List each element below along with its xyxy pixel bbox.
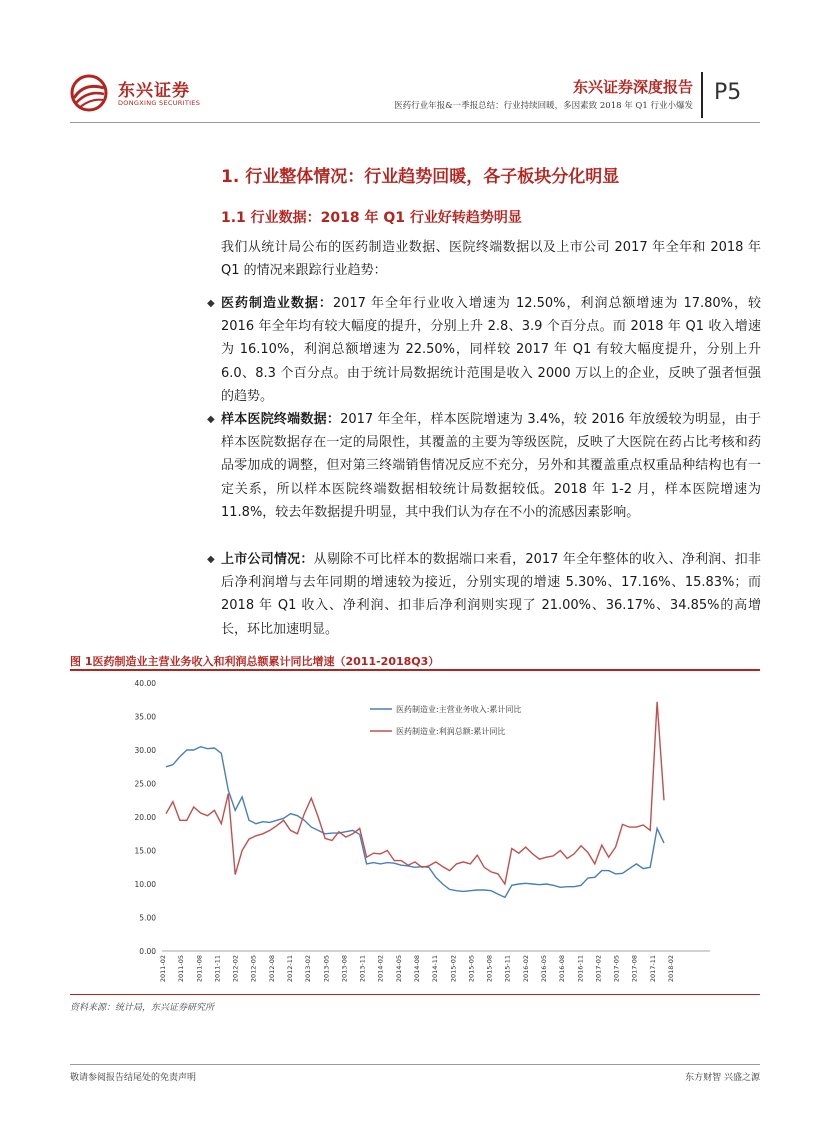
footer-slogan: 东方财智 兴盛之源: [685, 1073, 760, 1083]
legend-label: 医药制造业:主营业务收入:累计同比: [396, 705, 522, 714]
y-tick-label: 15.00: [134, 846, 156, 856]
bullet-text: 从剔除不可比样本的数据端口来看，2017 年全年整体的收入、净利润、扣非后净利润增与去年同期的增速较为接近，分别实现的增速 5.30%、17.16%、15.83%；而 2018 年 Q1 收入、净利润、扣非后净利润则实现了 21.00%、36.17%、34.85%的高增长，环比加速明显。: [221, 552, 761, 637]
x-tick-label: 2014-05: [394, 955, 403, 983]
header-rule: [70, 122, 760, 123]
report-subtitle: 医药行业年报&一季报总结：行业持续回暖，多因素致 2018 年 Q1 行业小爆发: [394, 101, 693, 111]
bullet-diamond-icon: ◆: [207, 414, 215, 425]
x-tick-label: 2017-08: [630, 955, 639, 983]
x-tick-label: 2015-05: [467, 955, 476, 983]
x-tick-label: 2012-08: [267, 955, 276, 983]
bullet-label: 医药制造业数据：: [221, 296, 333, 311]
x-tick-label: 2011-08: [195, 955, 204, 983]
x-tick-label: 2011-02: [159, 955, 167, 983]
x-tick-label: 2016-02: [521, 955, 530, 983]
header-divider: [701, 72, 703, 118]
figure-bottom-rule: [70, 994, 760, 995]
x-tick-label: 2015-11: [503, 955, 512, 983]
growth-line-chart: [120, 673, 720, 991]
x-tick-label: 2017-11: [648, 955, 657, 983]
intro-paragraph: 我们从统计局公布的医药制造业数据、医院终端数据以及上市公司 2017 年全年和 2018 年 Q1 的情况来跟踪行业趋势：: [221, 240, 761, 279]
x-tick-label: 2016-11: [576, 955, 585, 983]
legend-label: 医药制造业:利润总额:累计同比: [396, 727, 506, 736]
x-tick-label: 2012-05: [249, 955, 258, 983]
y-tick-label: 5.00: [139, 913, 156, 923]
y-tick-label: 10.00: [134, 880, 156, 889]
x-tick-label: 2012-11: [286, 955, 294, 983]
x-tick-label: 2012-02: [231, 955, 240, 983]
bullet-manufacturing: [207, 292, 761, 408]
x-tick-label: 2017-05: [612, 955, 621, 983]
figure-title: 图 1医药制造业主营业务收入和利润总额累计同比增速（2011-2018Q3）: [70, 655, 440, 668]
x-tick-label: 2013-05: [322, 955, 331, 983]
x-tick-label: 2014-11: [431, 955, 440, 983]
x-tick-label: 2011-11: [213, 955, 222, 983]
x-tick-label: 2017-02: [594, 955, 603, 983]
dongxing-logo-icon: [66, 74, 112, 112]
logo-text-en: DONGXING SECURITIES: [118, 99, 201, 107]
bullet-listed-companies: [207, 548, 761, 641]
bullet-hospital: [207, 408, 761, 524]
bullet-diamond-icon: ◆: [207, 554, 215, 565]
figure-source: 资料来源：统计局，东兴证券研究所: [70, 1003, 215, 1013]
y-tick-label: 20.00: [134, 813, 156, 822]
x-tick-label: 2016-08: [558, 955, 567, 983]
bullet-label: 样本医院终端数据：: [221, 412, 341, 427]
y-tick-label: 25.00: [134, 779, 156, 789]
bullet-diamond-icon: ◆: [207, 298, 215, 309]
x-tick-label: 2013-02: [304, 955, 313, 983]
report-title: 东兴证券深度报告: [572, 78, 693, 96]
x-tick-label: 2014-08: [413, 955, 421, 983]
page-number: P5: [714, 80, 742, 105]
x-tick-label: 2013-11: [358, 955, 367, 983]
section-heading: 1. 行业整体情况：行业趋势回暖，各子板块分化明显: [221, 167, 620, 187]
figure-top-rule: [70, 669, 760, 671]
y-tick-label: 30.00: [134, 746, 156, 755]
bullet-text: 2017 年全年，样本医院增速为 3.4%，较 2016 年放缓较为明显，由于样本医院数据存在一定的局限性，其覆盖的主要为等级医院，反映了大医院在药占比考核和药品零加成的调整，但对第三终端销售情况反应不充分，另外和其覆盖重点权重品种结构也有一定关系，所以样本医院终端数据相较统计局数据较低。2018 年 1-2 月，样本医院增速为 11.8%，较去年数据提升明显，其中我们认为存在不小的流感因素影响。: [221, 412, 761, 520]
x-tick-label: 2018-02: [667, 955, 675, 983]
footer-disclaimer: 敬请参阅报告结尾处的免责声明: [70, 1073, 197, 1083]
x-tick-label: 2013-08: [340, 955, 349, 983]
x-tick-label: 2011-05: [177, 955, 186, 983]
revenue-growth-line: [166, 747, 664, 898]
x-tick-label: 2014-02: [376, 955, 385, 983]
x-tick-label: 2015-08: [485, 955, 494, 983]
y-tick-label: 0.00: [139, 947, 156, 956]
y-tick-label: 35.00: [134, 712, 156, 722]
x-tick-label: 2016-05: [540, 955, 548, 983]
y-tick-label: 40.00: [134, 679, 156, 688]
logo-text-cn: 东兴证券: [118, 81, 190, 101]
footer-rule: [70, 1064, 760, 1065]
bullet-label: 上市公司情况：: [221, 552, 314, 567]
bullet-text: 2017 年全年行业收入增速为 12.50%，利润总额增速为 17.80%，较 2016 年全年均有较大幅度的提升，分别上升 2.8、3.9 个百分点。而 2018 年 Q1 收入增速为 16.10%，利润总额增速为 22.50%，同样较 2017 年 Q1 有较大幅度提升，分别上升 6.0、8.3 个百分点。由于统计局数据统计范围是收入 2000 万以上的企业，反映了强者恒强的趋势。: [221, 296, 761, 404]
subsection-heading: 1.1 行业数据：2018 年 Q1 行业好转趋势明显: [221, 210, 522, 226]
x-tick-label: 2015-02: [449, 955, 458, 983]
